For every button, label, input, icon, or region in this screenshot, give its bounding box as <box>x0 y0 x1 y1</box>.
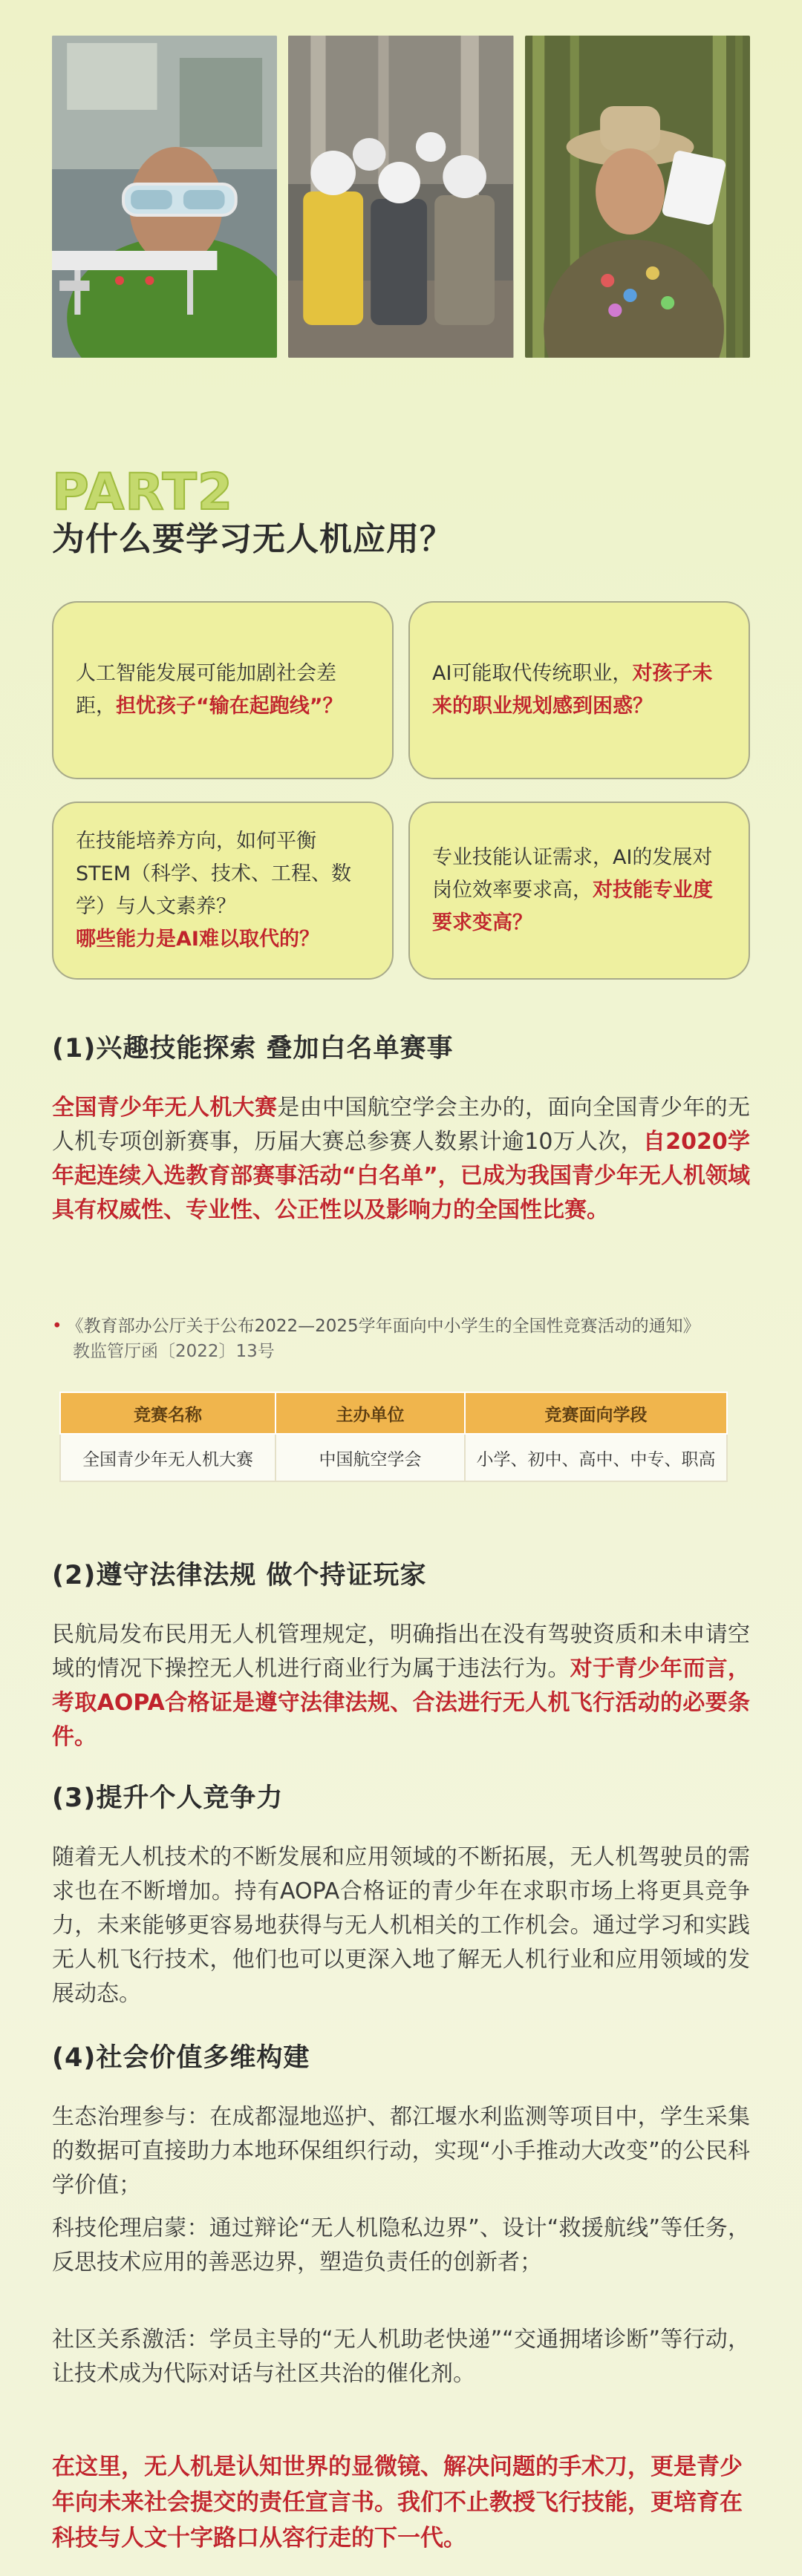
section-title: 为什么要学习无人机应用？ <box>52 520 453 558</box>
card-highlight: 担忧孩子“输在起跑线”？ <box>116 695 343 718</box>
part-label: PART2 <box>52 463 234 522</box>
heading-social-value: (4)社会价值多维构建 <box>52 2043 310 2073</box>
heading-competitiveness: (3)提升个人竞争力 <box>52 1783 284 1813</box>
paragraph-community: 社区关系激活：学员主导的“无人机助老快递”“交通拥堵诊断”等行动，让技术成为代际对话与社区共治的催化剂。 <box>52 2327 750 2387</box>
table-header-row <box>60 1392 727 1434</box>
concern-card <box>408 802 750 980</box>
competition-name: 全国青少年无人机大赛 <box>52 1095 278 1121</box>
table-header: 主办单位 <box>276 1392 465 1434</box>
concern-card <box>408 601 750 779</box>
paragraph-ethics: 科技伦理启蒙：通过辩论“无人机隐私边界”、设计“救援航线”等任务，反思技术应用的善恶边界，塑造负责任的创新者； <box>52 2215 750 2275</box>
heading-interest-skills: (1)兴趣技能探索 叠加白名单赛事 <box>52 1034 454 1063</box>
competition-desc: 是由中国航空学会主办的，面向全国青少年的无人机专项创新赛事，历届大赛总参赛人数累计逾10万人次， <box>52 1095 751 1155</box>
card-highlight: 对孩子未来的职业规划感到困惑？ <box>432 662 713 718</box>
paragraph-ecology: 生态治理参与：在成都湿地巡护、都江堰水利监测等项目中，学生采集的数据可直接助力本地环保组织行动，实现“小手推动大改变”的公民科学价值； <box>52 2104 750 2198</box>
table-cell: 中国航空学会 <box>276 1434 465 1481</box>
card-text: 专业技能认证需求，AI的发展对岗位效率要求高， <box>432 846 713 902</box>
section-header <box>52 463 453 560</box>
concern-card <box>52 601 394 779</box>
photo-instructor-hat <box>525 36 750 358</box>
law-highlight: 对于青少年而言，考取AOPA合格证是遵守法律法规、合法进行无人机飞行活动的必要条件。 <box>52 1656 751 1750</box>
competition-table <box>59 1392 728 1482</box>
policy-note <box>52 1314 700 1364</box>
photo-students-helmets <box>288 36 513 358</box>
card-text: 人工智能发展可能加剧社会差距， <box>76 662 336 718</box>
law-text: 民航局发布民用无人机管理规定，明确指出在没有驾驶资质和未申请空域的情况下操控无人机进行商业行为属于违法行为。 <box>52 1622 750 1682</box>
table-header: 竞赛面向学段 <box>465 1392 727 1434</box>
note-title: 《教育部办公厅关于公布2022—2025学年面向中小学生的全国性竞赛活动的通知》 <box>66 1317 700 1336</box>
competition-whitelist: 自2020学年起连续入选教育部赛事活动“白名单”，已成为我国青少年无人机领域具有权威性、专业性、公正性以及影响力的全国性比赛。 <box>52 1129 750 1223</box>
heading-law-compliance: (2)遵守法律法规 做个持证玩家 <box>52 1561 427 1590</box>
card-text: AI可能取代传统职业， <box>432 662 633 685</box>
card-highlight: 对技能专业度要求变高？ <box>432 879 713 934</box>
table-cell: 全国青少年无人机大赛 <box>60 1434 276 1481</box>
card-text: 在技能培养方向，如何平衡STEM（科学、技术、工程、数学）与人文素养？ <box>76 830 351 918</box>
paragraph-competition <box>52 1091 750 1228</box>
closing-statement: 在这里，无人机是认知世界的显微镜、解决问题的手术刀，更是青少年向未来社会提交的责任宣言书。我们不止教授飞行技能，更培育在科技与人文十字路口从容行走的下一代。 <box>52 2454 743 2552</box>
paragraph-law <box>52 1618 750 1754</box>
paragraph-competitiveness: 随着无人机技术的不断发展和应用领域的不断拓展，无人机驾驶员的需求也在不断增加。持有AOPA合格证的青少年在求职市场上将更具竞争力，未来能够更容易地获得与无人机相关的工作机会。通过学习和实践无人机飞行技术，他们也可以更深入地了解无人机行业和应用领域的发展动态。 <box>52 1844 750 2007</box>
concern-card <box>52 802 394 980</box>
concern-cards <box>52 601 750 980</box>
photo-student-goggles <box>52 36 277 358</box>
note-bullet: • <box>52 1317 62 1336</box>
table-cell: 小学、初中、高中、中专、职高 <box>465 1434 727 1481</box>
table-header: 竞赛名称 <box>60 1392 276 1434</box>
card-highlight: 哪些能力是AI难以取代的？ <box>76 928 319 951</box>
photo-strip <box>52 36 750 358</box>
table-row <box>60 1434 727 1481</box>
note-doc-number: 教监管厅函〔2022〕13号 <box>73 1342 275 1361</box>
